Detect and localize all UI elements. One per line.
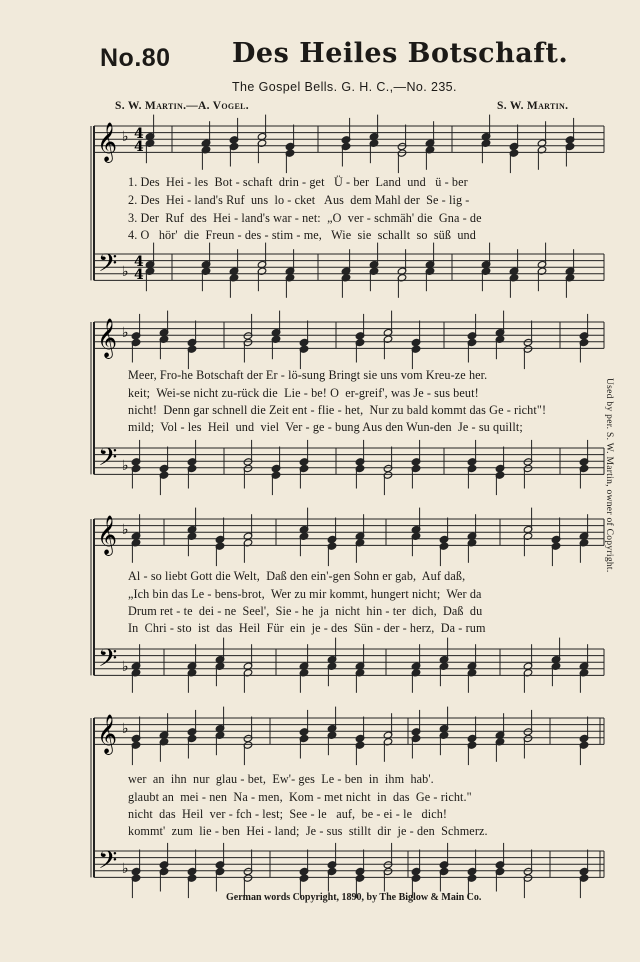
copyright-note: German words Copyright, 1890, by The Biglow & Main Co. — [226, 892, 482, 903]
time-signature: 4 — [134, 254, 144, 270]
flat-sign: ♭ — [122, 522, 129, 538]
treble-clef: 𝄞 — [97, 122, 118, 162]
lyric-line: In Chri - sto ist das Heil Für ein je - des Sün - der - herz, Da - rum — [128, 621, 486, 635]
lyric-line: kommt' zum lie - ben Hei - land; Je - sus stillt dir je - den Schmerz. — [128, 824, 488, 838]
hymn-title: Des Heiles Botschaft. — [232, 38, 569, 69]
lyric-line: Al - so liebt Gott die Welt, Daß den ein'-gen Sohn er gab, Auf daß, — [128, 569, 466, 583]
lyric-line: nicht! Denn gar schnell die Zeit ent - flie - het, Nur zu bald kommt das Ge - richt"! — [128, 403, 547, 417]
flat-sign: ♭ — [122, 325, 129, 341]
lyric-line: mild; Vol - les Heil und viel Ver - ge - bung Aus den Wun-den Je - su quillt; — [128, 420, 523, 434]
lyric-line: glaubt an mei - nen Na - men, Kom - met nicht in das Ge - richt." — [128, 790, 472, 804]
lyric-line: 1. Des Hei - les Bot - schaft drin - get Ü - ber Land und ü - ber — [128, 175, 468, 189]
lyric-line: „Ich bin das Le - bens-brot, Wer zu mir kommt, hungert nicht; Wer da — [128, 587, 482, 601]
hymn-number: No.80 — [100, 44, 171, 72]
lyric-line: Meer, Fro-he Botschaft der Er - lö-sung Bringt sie uns vom Kreu-ze her. — [128, 368, 488, 382]
lyric-line: 2. Des Hei - land's Ruf uns lo - cket Aus dem Mahl der Se - lig - — [128, 193, 470, 207]
treble-clef: 𝄞 — [97, 515, 118, 555]
bass-clef: 𝄢 — [98, 249, 118, 284]
flat-sign: ♭ — [122, 721, 129, 737]
flat-sign: ♭ — [122, 861, 129, 877]
author-right: S. W. Martin. — [497, 100, 569, 112]
lyric-line: 3. Der Ruf des Hei - land's war - net: „O ver - schmäh' die Gna - de — [128, 211, 482, 225]
flat-sign: ♭ — [122, 129, 129, 145]
flat-sign: ♭ — [122, 659, 129, 675]
time-signature: 4 — [134, 139, 144, 155]
lyric-line: keit; Wei-se nicht zu-rück die Lie - be! O er-greif', was Je - sus beut! — [128, 386, 479, 400]
author-left: S. W. Martin.—A. Vogel. — [115, 100, 249, 112]
hymn-source: The Gospel Bells. G. H. C.,—No. 235. — [232, 80, 457, 94]
time-signature: 4 — [134, 267, 144, 283]
lyric-line: wer an ihn nur glau - bet, Ew'- ges Le - ben in ihm hab'. — [128, 772, 434, 786]
bass-clef: 𝄢 — [98, 846, 118, 881]
flat-sign: ♭ — [122, 264, 129, 280]
lyric-line: Drum ret - te dei - ne Seel', Sie - he ja nicht hin - ter dich, Daß du — [128, 604, 483, 618]
bass-clef: 𝄢 — [98, 644, 118, 679]
flat-sign: ♭ — [122, 458, 129, 474]
treble-clef: 𝄞 — [97, 714, 118, 754]
treble-clef: 𝄞 — [97, 318, 118, 358]
side-note: Used by per. S. W. Martin, owner of Copyright. — [604, 378, 614, 573]
lyric-line: nicht das Heil ver - fch - lest; See - le auf, be - ei - le dich! — [128, 807, 448, 821]
time-signature: 4 — [134, 126, 144, 142]
lyric-line: 4. O hör' die Freun - des - stim - me, Wie sie schallt so süß und — [128, 228, 476, 242]
bass-clef: 𝄢 — [98, 443, 118, 478]
